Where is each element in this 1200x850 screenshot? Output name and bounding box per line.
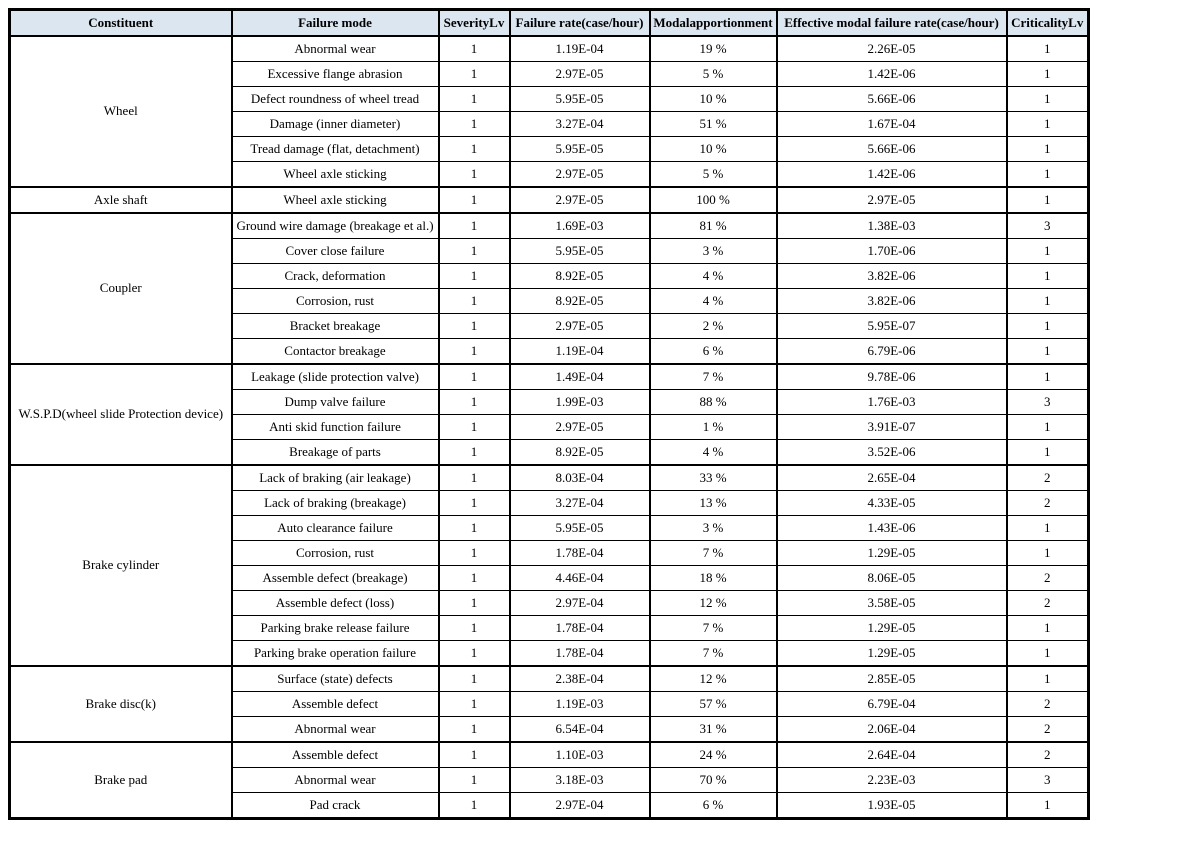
effective-rate-cell: 1.29E-05 [777,616,1007,641]
failure-mode-cell: Breakage of parts [232,440,439,466]
effective-rate-cell: 1.67E-04 [777,112,1007,137]
severity-cell: 1 [439,339,510,365]
fmeca-table-container [8,8,1090,820]
column-header-modal-apportionment: Modalapportionment [650,10,777,37]
failure-rate-cell: 3.18E-03 [510,768,650,793]
constituent-cell: Axle shaft [10,187,232,213]
failure-rate-cell: 3.27E-04 [510,112,650,137]
criticality-cell: 1 [1007,641,1089,667]
modal-apportionment-cell: 3 % [650,239,777,264]
failure-mode-cell: Corrosion, rust [232,541,439,566]
failure-rate-cell: 8.92E-05 [510,264,650,289]
modal-apportionment-cell: 4 % [650,264,777,289]
modal-apportionment-cell: 100 % [650,187,777,213]
failure-mode-cell: Assemble defect (breakage) [232,566,439,591]
failure-rate-cell: 8.92E-05 [510,440,650,466]
failure-mode-cell: Parking brake operation failure [232,641,439,667]
failure-rate-cell: 1.19E-04 [510,36,650,62]
severity-cell: 1 [439,616,510,641]
modal-apportionment-cell: 81 % [650,213,777,239]
column-header-effective-rate: Effective modal failure rate(case/hour) [777,10,1007,37]
modal-apportionment-cell: 7 % [650,616,777,641]
header-row [10,10,1089,37]
failure-mode-cell: Contactor breakage [232,339,439,365]
modal-apportionment-cell: 57 % [650,692,777,717]
effective-rate-cell: 8.06E-05 [777,566,1007,591]
table-row [10,36,1089,62]
severity-cell: 1 [439,289,510,314]
criticality-cell: 2 [1007,742,1089,768]
failure-mode-cell: Excessive flange abrasion [232,62,439,87]
modal-apportionment-cell: 7 % [650,641,777,667]
failure-rate-cell: 5.95E-05 [510,239,650,264]
criticality-cell: 1 [1007,616,1089,641]
effective-rate-cell: 5.66E-06 [777,87,1007,112]
severity-cell: 1 [439,768,510,793]
failure-mode-cell: Ground wire damage (breakage et al.) [232,213,439,239]
effective-rate-cell: 1.38E-03 [777,213,1007,239]
criticality-cell: 1 [1007,162,1089,188]
failure-rate-cell: 2.97E-05 [510,162,650,188]
failure-rate-cell: 1.78E-04 [510,541,650,566]
failure-rate-cell: 8.92E-05 [510,289,650,314]
criticality-cell: 1 [1007,314,1089,339]
severity-cell: 1 [439,87,510,112]
failure-mode-cell: Assemble defect [232,742,439,768]
severity-cell: 1 [439,491,510,516]
failure-mode-cell: Leakage (slide protection valve) [232,364,439,390]
failure-rate-cell: 2.97E-04 [510,591,650,616]
criticality-cell: 2 [1007,591,1089,616]
modal-apportionment-cell: 5 % [650,62,777,87]
effective-rate-cell: 3.82E-06 [777,289,1007,314]
failure-mode-cell: Crack, deformation [232,264,439,289]
criticality-cell: 1 [1007,666,1089,692]
failure-rate-cell: 1.69E-03 [510,213,650,239]
failure-mode-cell: Assemble defect (loss) [232,591,439,616]
criticality-cell: 1 [1007,112,1089,137]
failure-rate-cell: 2.97E-05 [510,187,650,213]
effective-rate-cell: 3.91E-07 [777,415,1007,440]
failure-rate-cell: 5.95E-05 [510,87,650,112]
severity-cell: 1 [439,692,510,717]
modal-apportionment-cell: 7 % [650,364,777,390]
effective-rate-cell: 3.82E-06 [777,264,1007,289]
effective-rate-cell: 2.06E-04 [777,717,1007,743]
column-header-severity: SeverityLv [439,10,510,37]
modal-apportionment-cell: 6 % [650,793,777,819]
criticality-cell: 1 [1007,516,1089,541]
criticality-cell: 1 [1007,264,1089,289]
effective-rate-cell: 3.52E-06 [777,440,1007,466]
modal-apportionment-cell: 51 % [650,112,777,137]
criticality-cell: 3 [1007,768,1089,793]
failure-mode-cell: Wheel axle sticking [232,162,439,188]
severity-cell: 1 [439,415,510,440]
severity-cell: 1 [439,440,510,466]
failure-mode-cell: Lack of braking (air leakage) [232,465,439,491]
severity-cell: 1 [439,390,510,415]
severity-cell: 1 [439,641,510,667]
criticality-cell: 1 [1007,541,1089,566]
table-row [10,666,1089,692]
failure-mode-cell: Surface (state) defects [232,666,439,692]
modal-apportionment-cell: 12 % [650,666,777,692]
table-row [10,187,1089,213]
severity-cell: 1 [439,62,510,87]
table-header [10,10,1089,37]
criticality-cell: 1 [1007,339,1089,365]
failure-mode-cell: Anti skid function failure [232,415,439,440]
severity-cell: 1 [439,566,510,591]
modal-apportionment-cell: 12 % [650,591,777,616]
severity-cell: 1 [439,239,510,264]
constituent-cell: Wheel [10,36,232,187]
criticality-cell: 2 [1007,491,1089,516]
criticality-cell: 2 [1007,692,1089,717]
effective-rate-cell: 1.43E-06 [777,516,1007,541]
failure-rate-cell: 5.95E-05 [510,137,650,162]
modal-apportionment-cell: 70 % [650,768,777,793]
modal-apportionment-cell: 5 % [650,162,777,188]
severity-cell: 1 [439,742,510,768]
failure-mode-cell: Corrosion, rust [232,289,439,314]
modal-apportionment-cell: 6 % [650,339,777,365]
effective-rate-cell: 4.33E-05 [777,491,1007,516]
effective-rate-cell: 2.65E-04 [777,465,1007,491]
failure-rate-cell: 1.19E-04 [510,339,650,365]
modal-apportionment-cell: 19 % [650,36,777,62]
failure-rate-cell: 3.27E-04 [510,491,650,516]
failure-rate-cell: 1.99E-03 [510,390,650,415]
modal-apportionment-cell: 33 % [650,465,777,491]
effective-rate-cell: 2.85E-05 [777,666,1007,692]
criticality-cell: 1 [1007,239,1089,264]
failure-rate-cell: 1.10E-03 [510,742,650,768]
modal-apportionment-cell: 4 % [650,289,777,314]
criticality-cell: 3 [1007,390,1089,415]
severity-cell: 1 [439,213,510,239]
severity-cell: 1 [439,314,510,339]
effective-rate-cell: 5.66E-06 [777,137,1007,162]
column-header-failure-mode: Failure mode [232,10,439,37]
failure-mode-table [8,8,1090,820]
modal-apportionment-cell: 4 % [650,440,777,466]
failure-rate-cell: 5.95E-05 [510,516,650,541]
modal-apportionment-cell: 88 % [650,390,777,415]
failure-rate-cell: 4.46E-04 [510,566,650,591]
table-row [10,364,1089,390]
failure-mode-cell: Damage (inner diameter) [232,112,439,137]
criticality-cell: 1 [1007,36,1089,62]
failure-mode-cell: Parking brake release failure [232,616,439,641]
criticality-cell: 1 [1007,415,1089,440]
table-row [10,742,1089,768]
failure-mode-cell: Bracket breakage [232,314,439,339]
modal-apportionment-cell: 10 % [650,87,777,112]
effective-rate-cell: 2.23E-03 [777,768,1007,793]
criticality-cell: 3 [1007,213,1089,239]
modal-apportionment-cell: 3 % [650,516,777,541]
criticality-cell: 1 [1007,137,1089,162]
modal-apportionment-cell: 10 % [650,137,777,162]
failure-mode-cell: Abnormal wear [232,717,439,743]
modal-apportionment-cell: 13 % [650,491,777,516]
table-row [10,465,1089,491]
effective-rate-cell: 6.79E-04 [777,692,1007,717]
severity-cell: 1 [439,717,510,743]
column-header-constituent: Constituent [10,10,232,37]
failure-mode-cell: Defect roundness of wheel tread [232,87,439,112]
severity-cell: 1 [439,666,510,692]
table-body [10,36,1089,819]
severity-cell: 1 [439,793,510,819]
table-row [10,213,1089,239]
criticality-cell: 1 [1007,440,1089,466]
failure-mode-cell: Lack of braking (breakage) [232,491,439,516]
failure-rate-cell: 2.38E-04 [510,666,650,692]
modal-apportionment-cell: 1 % [650,415,777,440]
failure-rate-cell: 2.97E-04 [510,793,650,819]
modal-apportionment-cell: 24 % [650,742,777,768]
failure-mode-cell: Tread damage (flat, detachment) [232,137,439,162]
modal-apportionment-cell: 2 % [650,314,777,339]
severity-cell: 1 [439,187,510,213]
failure-mode-cell: Wheel axle sticking [232,187,439,213]
criticality-cell: 1 [1007,87,1089,112]
failure-rate-cell: 2.97E-05 [510,415,650,440]
effective-rate-cell: 2.97E-05 [777,187,1007,213]
severity-cell: 1 [439,112,510,137]
failure-rate-cell: 6.54E-04 [510,717,650,743]
effective-rate-cell: 2.26E-05 [777,36,1007,62]
failure-rate-cell: 1.49E-04 [510,364,650,390]
severity-cell: 1 [439,516,510,541]
failure-mode-cell: Abnormal wear [232,768,439,793]
effective-rate-cell: 1.93E-05 [777,793,1007,819]
column-header-failure-rate: Failure rate(case/hour) [510,10,650,37]
constituent-cell: Coupler [10,213,232,364]
severity-cell: 1 [439,264,510,289]
modal-apportionment-cell: 31 % [650,717,777,743]
failure-rate-cell: 1.78E-04 [510,616,650,641]
criticality-cell: 1 [1007,793,1089,819]
criticality-cell: 2 [1007,717,1089,743]
failure-rate-cell: 1.19E-03 [510,692,650,717]
effective-rate-cell: 5.95E-07 [777,314,1007,339]
effective-rate-cell: 1.42E-06 [777,62,1007,87]
criticality-cell: 2 [1007,566,1089,591]
failure-mode-cell: Abnormal wear [232,36,439,62]
effective-rate-cell: 3.58E-05 [777,591,1007,616]
severity-cell: 1 [439,364,510,390]
effective-rate-cell: 9.78E-06 [777,364,1007,390]
constituent-cell: Brake cylinder [10,465,232,666]
severity-cell: 1 [439,137,510,162]
failure-mode-cell: Assemble defect [232,692,439,717]
failure-rate-cell: 1.78E-04 [510,641,650,667]
criticality-cell: 1 [1007,62,1089,87]
severity-cell: 1 [439,465,510,491]
severity-cell: 1 [439,591,510,616]
failure-rate-cell: 8.03E-04 [510,465,650,491]
constituent-cell: Brake disc(k) [10,666,232,742]
constituent-cell: W.S.P.D(wheel slide Protection device) [10,364,232,465]
criticality-cell: 1 [1007,364,1089,390]
effective-rate-cell: 2.64E-04 [777,742,1007,768]
criticality-cell: 2 [1007,465,1089,491]
failure-mode-cell: Auto clearance failure [232,516,439,541]
effective-rate-cell: 1.70E-06 [777,239,1007,264]
effective-rate-cell: 1.29E-05 [777,541,1007,566]
severity-cell: 1 [439,162,510,188]
effective-rate-cell: 1.76E-03 [777,390,1007,415]
effective-rate-cell: 1.29E-05 [777,641,1007,667]
failure-rate-cell: 2.97E-05 [510,62,650,87]
severity-cell: 1 [439,36,510,62]
failure-mode-cell: Dump valve failure [232,390,439,415]
failure-rate-cell: 2.97E-05 [510,314,650,339]
criticality-cell: 1 [1007,187,1089,213]
severity-cell: 1 [439,541,510,566]
column-header-criticality: CriticalityLv [1007,10,1089,37]
failure-mode-cell: Pad crack [232,793,439,819]
modal-apportionment-cell: 18 % [650,566,777,591]
criticality-cell: 1 [1007,289,1089,314]
modal-apportionment-cell: 7 % [650,541,777,566]
constituent-cell: Brake pad [10,742,232,819]
effective-rate-cell: 1.42E-06 [777,162,1007,188]
failure-mode-cell: Cover close failure [232,239,439,264]
effective-rate-cell: 6.79E-06 [777,339,1007,365]
